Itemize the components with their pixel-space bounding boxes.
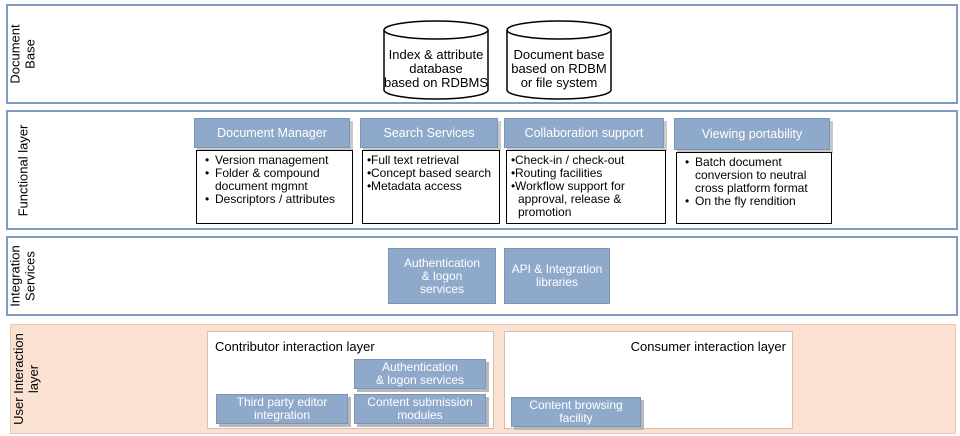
integration-services-band <box>6 236 958 316</box>
contributor-authentication-box: Authentication & logon services <box>354 359 486 389</box>
content-submission-box: Content submission modules <box>354 394 486 424</box>
consumer-interaction-panel <box>504 331 793 429</box>
document-base-database-text: Document base based on RDBM or file system <box>511 47 607 90</box>
list-item: • Full text retrieval <box>367 154 495 167</box>
functional-layer-band <box>6 110 958 230</box>
functional-layer-label-wrap <box>8 112 38 228</box>
list-item: • Version management <box>201 154 348 167</box>
authentication-logon-services-box: Authentication & logon services <box>388 248 496 304</box>
list-item: • Routing facilities <box>511 167 661 180</box>
document-manager-header: Document Manager <box>194 118 350 148</box>
integration-services-label-wrap <box>8 238 38 314</box>
search-services-header: Search Services <box>360 118 498 148</box>
collaboration-support-details <box>506 150 666 224</box>
list-item: • Metadata access <box>367 180 495 193</box>
viewing-portability-header: Viewing portability <box>674 118 830 150</box>
list-item: • Check-in / check-out <box>511 154 661 167</box>
list-item: • Descriptors / attributes <box>201 193 348 206</box>
index-attribute-database <box>382 20 490 102</box>
consumer-interaction-title: Consumer interaction layer <box>630 339 786 354</box>
document-base-label-wrap <box>8 6 38 102</box>
list-item: • Concept based search <box>367 167 495 180</box>
collaboration-support-header: Collaboration support <box>504 118 664 148</box>
contributor-interaction-title: Contributor interaction layer <box>215 339 375 354</box>
list-item: • Workflow support for approval, release & promotion <box>511 180 661 219</box>
integration-services-label: Integration Services <box>8 245 38 307</box>
contributor-interaction-panel <box>207 331 494 429</box>
list-item: • Folder & compound document mgmnt <box>201 167 348 193</box>
document-base-band <box>6 4 958 104</box>
user-interaction-band <box>10 324 956 434</box>
list-item: • Batch document conversion to neutral cross platform format <box>681 156 827 195</box>
user-interaction-label: User Interaction layer <box>11 333 42 425</box>
content-browsing-box: Content browsing facility <box>511 397 641 427</box>
user-interaction-label-wrap <box>11 325 41 433</box>
viewing-portability-details <box>676 152 832 224</box>
index-attribute-database-text: Index & attribute database based on RDBMS <box>383 47 489 90</box>
document-manager-details <box>196 150 353 224</box>
search-services-details <box>362 150 500 224</box>
functional-layer-label: Functional layer <box>15 124 31 216</box>
list-item: • On the fly rendition <box>681 195 827 208</box>
document-base-label: Document Base <box>8 24 38 84</box>
api-integration-libraries-box: API & Integration libraries <box>504 248 610 304</box>
third-party-editor-box: Third party editor integration <box>216 394 348 424</box>
document-base-database <box>505 20 613 102</box>
